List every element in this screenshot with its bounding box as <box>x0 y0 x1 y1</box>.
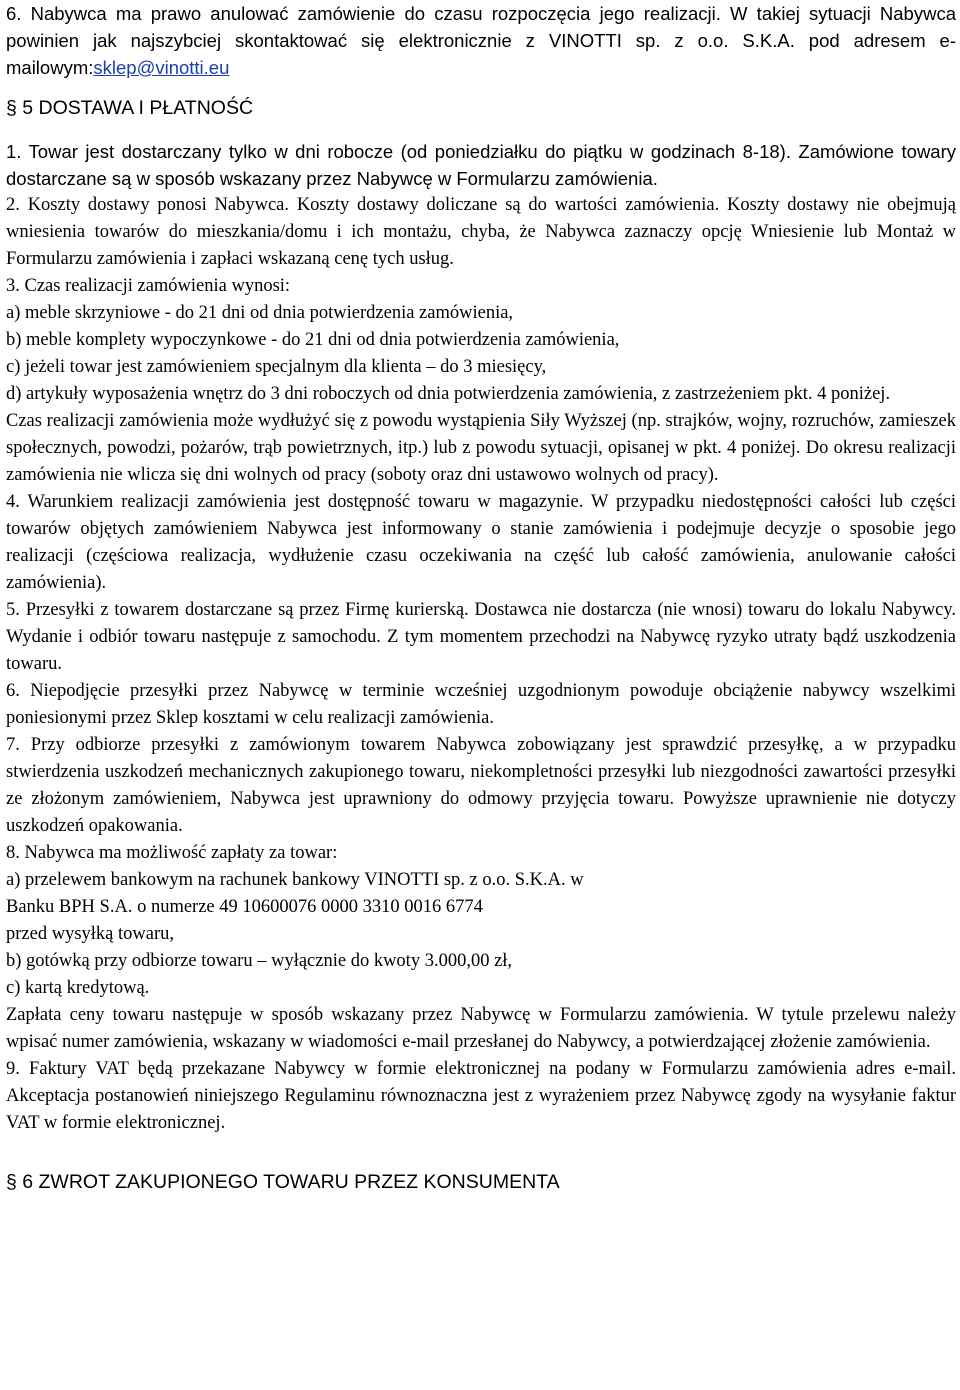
paragraph-8-intro: 8. Nabywca ma możliwość zapłaty za towar: <box>6 843 338 863</box>
paragraph-8-note: Zapłata ceny towaru następuje w sposób wskazany przez Nabywcę w Formularzu zamówienia. W tytule przelewu należy wpisać numer zamówienia, wskazany w wiadomości e-mail przesłanej do Nabywcy, a potwierdzającej złożenie zamówienia. <box>6 1005 956 1052</box>
spacer <box>6 81 956 95</box>
paragraph-3-a: a) meble skrzyniowe - do 21 dni od dnia potwierdzenia zamówienia, <box>6 303 514 323</box>
intro-paragraph <box>6 0 956 81</box>
paragraph-8-a-line2: Banku BPH S.A. o numerze 49 10600076 0000 3310 0016 6774 <box>6 897 483 917</box>
paragraph-3-b: b) meble komplety wypoczynkowe - do 21 dni od dnia potwierdzenia zamówienia, <box>6 330 620 350</box>
paragraph-3-intro: 3. Czas realizacji zamówienia wynosi: <box>6 276 291 296</box>
paragraph-3-c: c) jeżeli towar jest zamówieniem specjalnym dla klienta – do 3 miesięcy, <box>6 357 547 377</box>
intro-text: 6. Nabywca ma prawo anulować zamówienie do czasu rozpoczęcia jego realizacji. W takiej sytuacji Nabywca powinien jak najszybciej skontaktować się elektronicznie z VINOTTI sp. z o.o. S.K.A. pod adresem e-mailowym: <box>6 3 956 78</box>
email-link[interactable]: sklep@vinotti.eu <box>93 57 230 78</box>
paragraph-6: 6. Niepodjęcie przesyłki przez Nabywcę w terminie wcześniej uzgodnionym powoduje obciążenie nabywcy wszelkimi poniesionymi przez Sklep kosztami w celu realizacji zamówienia. <box>6 681 956 728</box>
document-page <box>6 0 956 1196</box>
section-5-heading: § 5 DOSTAWA I PŁATNOŚĆ <box>6 97 254 119</box>
paragraph-1: 1. Towar jest dostarczany tylko w dni robocze (od poniedziałku do piątku w godzinach 8-18). Zamówione towary dostarczane są w sposób wskazany przez Nabywcę w Formularzu zamówienia. <box>6 141 956 189</box>
section-6-heading: § 6 ZWROT ZAKUPIONEGO TOWARU PRZEZ KONSUMENTA <box>6 1171 560 1193</box>
spacer <box>6 1137 956 1169</box>
paragraph-7: 7. Przy odbiorze przesyłki z zamówionym towarem Nabywca zobowiązany jest sprawdzić przesyłkę, a w przypadku stwierdzenia uszkodzeń mechanicznych zakupionego towaru, niekompletności przesyłki lub niezgodności zawartości przesyłki ze złożonym zamówieniem, Nabywca jest uprawniony do odmowy przyjęcia towaru. Powyższe uprawnienie nie dotyczy uszkodzeń opakowania. <box>6 735 956 836</box>
paragraph-5: 5. Przesyłki z towarem dostarczane są przez Firmę kurierską. Dostawca nie dostarcza (nie wnosi) towaru do lokalu Nabywcy. Wydanie i odbiór towaru następuje z samochodu. Z tym momentem przechodzi na Nabywcę ryzyko utraty bądź uszkodzenia towaru. <box>6 600 956 674</box>
spacer <box>6 122 956 138</box>
paragraph-8-c: c) kartą kredytową. <box>6 978 150 998</box>
paragraph-9: 9. Faktury VAT będą przekazane Nabywcy w formie elektronicznej na podany w Formularzu zamówienia adres e-mail. Akceptacja postanowień niniejszego Regulaminu równoznaczna jest z wyrażeniem przez Nabywcę zgody na wysyłanie faktur VAT w formie elektronicznej. <box>6 1059 956 1133</box>
paragraph-3-note: Czas realizacji zamówienia może wydłużyć się z powodu wystąpienia Siły Wyższej (np. strajków, wojny, rozruchów, zamieszek społecznych, powodzi, pożarów, trąb powietrznych, itp.) lub z powodu sytuacji, opisanej w pkt. 4 poniżej. Do okresu realizacji zamówienia nie wlicza się dni wolnych od pracy (soboty oraz dni ustawowo wolnych od pracy). <box>6 411 956 485</box>
paragraph-8-a-line3: przed wysyłką towaru, <box>6 924 174 944</box>
paragraph-2: 2. Koszty dostawy ponosi Nabywca. Koszty dostawy doliczane są do wartości zamówienia. Koszty dostawy nie obejmują wniesienia towarów do mieszkania/domu i ich montażu, chyba, że Nabywca zaznaczy opcję Wniesienie lub Montaż w Formularzu zamówienia i zapłaci wskazaną cenę tych usług. <box>6 195 956 269</box>
paragraph-4: 4. Warunkiem realizacji zamówienia jest dostępność towaru w magazynie. W przypadku niedostępności całości lub części towarów objętych zamówieniem Nabywca jest informowany o stanie zamówienia i podejmuje decyzje o sposobie jego realizacji (częściowa realizacja, wydłużenie czasu oczekiwania na część lub całość zamówienia, anulowanie całości zamówienia). <box>6 492 956 593</box>
paragraph-8-a-line1: a) przelewem bankowym na rachunek bankowy VINOTTI sp. z o.o. S.K.A. w <box>6 870 584 890</box>
paragraph-8-b: b) gotówką przy odbiorze towaru – wyłącznie do kwoty 3.000,00 zł, <box>6 951 513 971</box>
paragraph-3-d: d) artykuły wyposażenia wnętrz do 3 dni roboczych od dnia potwierdzenia zamówienia, z zastrzeżeniem pkt. 4 poniżej. <box>6 384 891 404</box>
